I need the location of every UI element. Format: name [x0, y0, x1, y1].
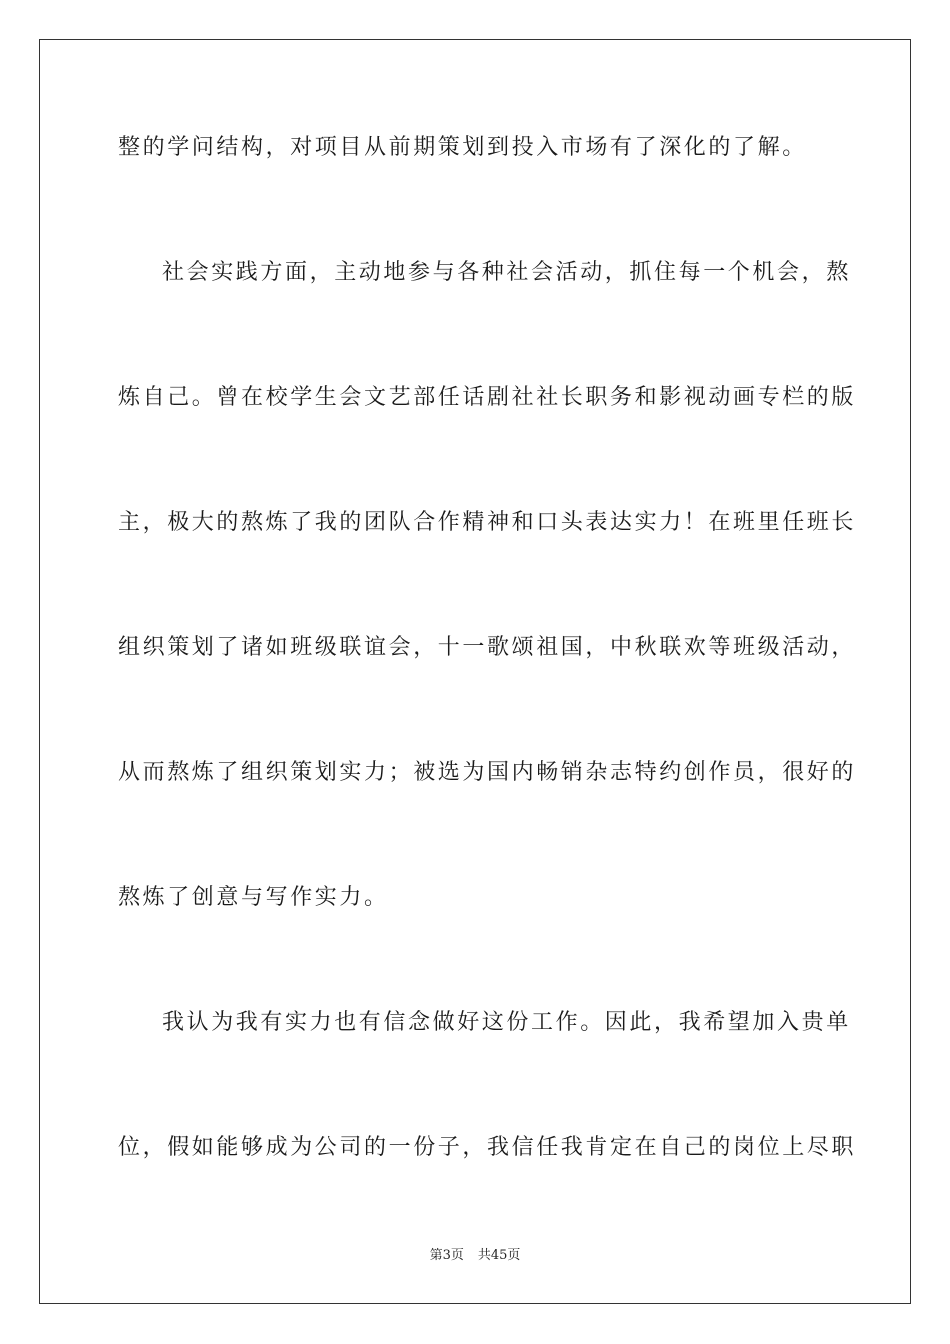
- body-text-line: 熬炼了创意与写作实力。: [118, 885, 389, 910]
- page-number: 第3页: [429, 1248, 464, 1263]
- body-text-line: 从而熬炼了组织策划实力；被选为国内畅销杂志特约创作员，很好的: [118, 760, 857, 785]
- page-footer: [0, 1246, 950, 1266]
- page-total: 共45页: [477, 1248, 521, 1263]
- paragraph-first-line: 社会实践方面，主动地参与各种社会活动，抓住每一个机会，熬: [162, 260, 851, 285]
- body-text-line: 主，极大的熬炼了我的团队合作精神和口头表达实力！在班里任班长: [118, 510, 857, 535]
- body-text-line: 炼自己。曾在校学生会文艺部任话剧社社长职务和影视动画专栏的版: [118, 385, 857, 410]
- page-frame: [39, 39, 911, 1304]
- paragraph-first-line: 我认为我有实力也有信念做好这份工作。因此，我希望加入贵单: [162, 1010, 851, 1035]
- body-text-line: 位，假如能够成为公司的一份子，我信任我肯定在自己的岗位上尽职: [118, 1135, 857, 1160]
- body-text-line: 整的学问结构，对项目从前期策划到投入市场有了深化的了解。: [118, 135, 807, 160]
- body-text-line: 组织策划了诸如班级联谊会，十一歌颂祖国，中秋联欢等班级活动，: [118, 635, 857, 660]
